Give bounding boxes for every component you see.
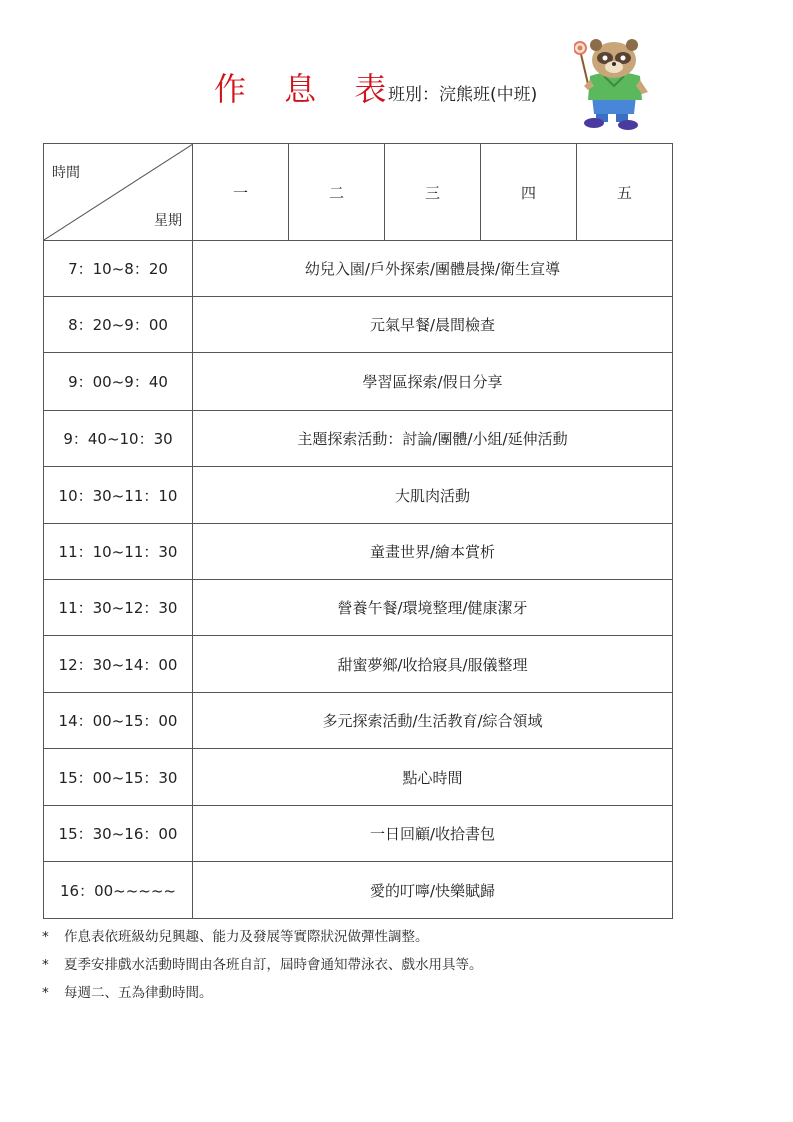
corner-time-label: 時間 [52, 165, 80, 181]
activity-cell: 主題探索活動：討論/團體/小組/延伸活動 [193, 411, 673, 467]
time-slot-cell: 12：30~14：00 [44, 636, 193, 693]
note-text: 夏季安排戲水活動時間由各班自訂，屆時會通知帶泳衣、戲水用具等。 [64, 957, 483, 973]
activity-cell: 甜蜜夢鄉/收拾寢具/服儀整理 [193, 636, 673, 693]
table-row [44, 806, 673, 862]
note-item [42, 926, 483, 954]
day-header-thu: 四 [481, 144, 577, 241]
time-slot-cell: 14：00~15：00 [44, 693, 193, 749]
time-slot-cell: 7：10~8：20 [44, 241, 193, 297]
table-row [44, 749, 673, 806]
activity-cell: 多元探索活動/生活教育/綜合領域 [193, 693, 673, 749]
time-slot-cell: 8：20~9：00 [44, 297, 193, 353]
table-row [44, 241, 673, 297]
table-row [44, 862, 673, 919]
table-row [44, 353, 673, 411]
corner-day-label: 星期 [154, 213, 182, 229]
time-slot-cell: 11：10~11：30 [44, 524, 193, 580]
activity-cell: 一日回顧/收拾書包 [193, 806, 673, 862]
activity-cell: 愛的叮嚀/快樂賦歸 [193, 862, 673, 919]
note-text: 每週二、五為律動時間。 [64, 985, 213, 1001]
note-item [42, 982, 483, 1010]
day-header-wed: 三 [385, 144, 481, 241]
day-header-mon: 一 [193, 144, 289, 241]
day-header-tue: 二 [289, 144, 385, 241]
time-slot-cell: 15：00~15：30 [44, 749, 193, 806]
table-row [44, 636, 673, 693]
activity-cell: 營養午餐/環境整理/健康潔牙 [193, 580, 673, 636]
note-item [42, 954, 483, 982]
activity-cell: 幼兒入園/戶外探索/團體晨操/衛生宣導 [193, 241, 673, 297]
time-slot-cell: 9：40~10：30 [44, 411, 193, 467]
corner-cell [44, 144, 193, 241]
activity-cell: 元氣早餐/晨間檢查 [193, 297, 673, 353]
table-row [44, 467, 673, 524]
raccoon-mascot-icon [574, 36, 654, 134]
table-row [44, 411, 673, 467]
table-row [44, 693, 673, 749]
time-slot-cell: 16：00~~~~~ [44, 862, 193, 919]
note-bullet: * [42, 957, 49, 973]
activity-cell: 學習區探索/假日分享 [193, 353, 673, 411]
table-row [44, 297, 673, 353]
activity-cell: 大肌肉活動 [193, 467, 673, 524]
table-row [44, 524, 673, 580]
notes-list [42, 926, 483, 1010]
time-slot-cell: 10：30~11：10 [44, 467, 193, 524]
class-label: 班別：浣熊班(中班) [388, 85, 538, 105]
table-row [44, 580, 673, 636]
table-header-row [44, 144, 673, 241]
activity-cell: 童畫世界/繪本賞析 [193, 524, 673, 580]
time-slot-cell: 11：30~12：30 [44, 580, 193, 636]
schedule-table [43, 143, 673, 919]
page-title: 作 息 表 [214, 70, 401, 108]
time-slot-cell: 15：30~16：00 [44, 806, 193, 862]
time-slot-cell: 9：00~9：40 [44, 353, 193, 411]
note-bullet: * [42, 929, 49, 945]
note-bullet: * [42, 985, 49, 1001]
activity-cell: 點心時間 [193, 749, 673, 806]
note-text: 作息表依班級幼兒興趣、能力及發展等實際狀況做彈性調整。 [64, 929, 429, 945]
day-header-fri: 五 [577, 144, 673, 241]
